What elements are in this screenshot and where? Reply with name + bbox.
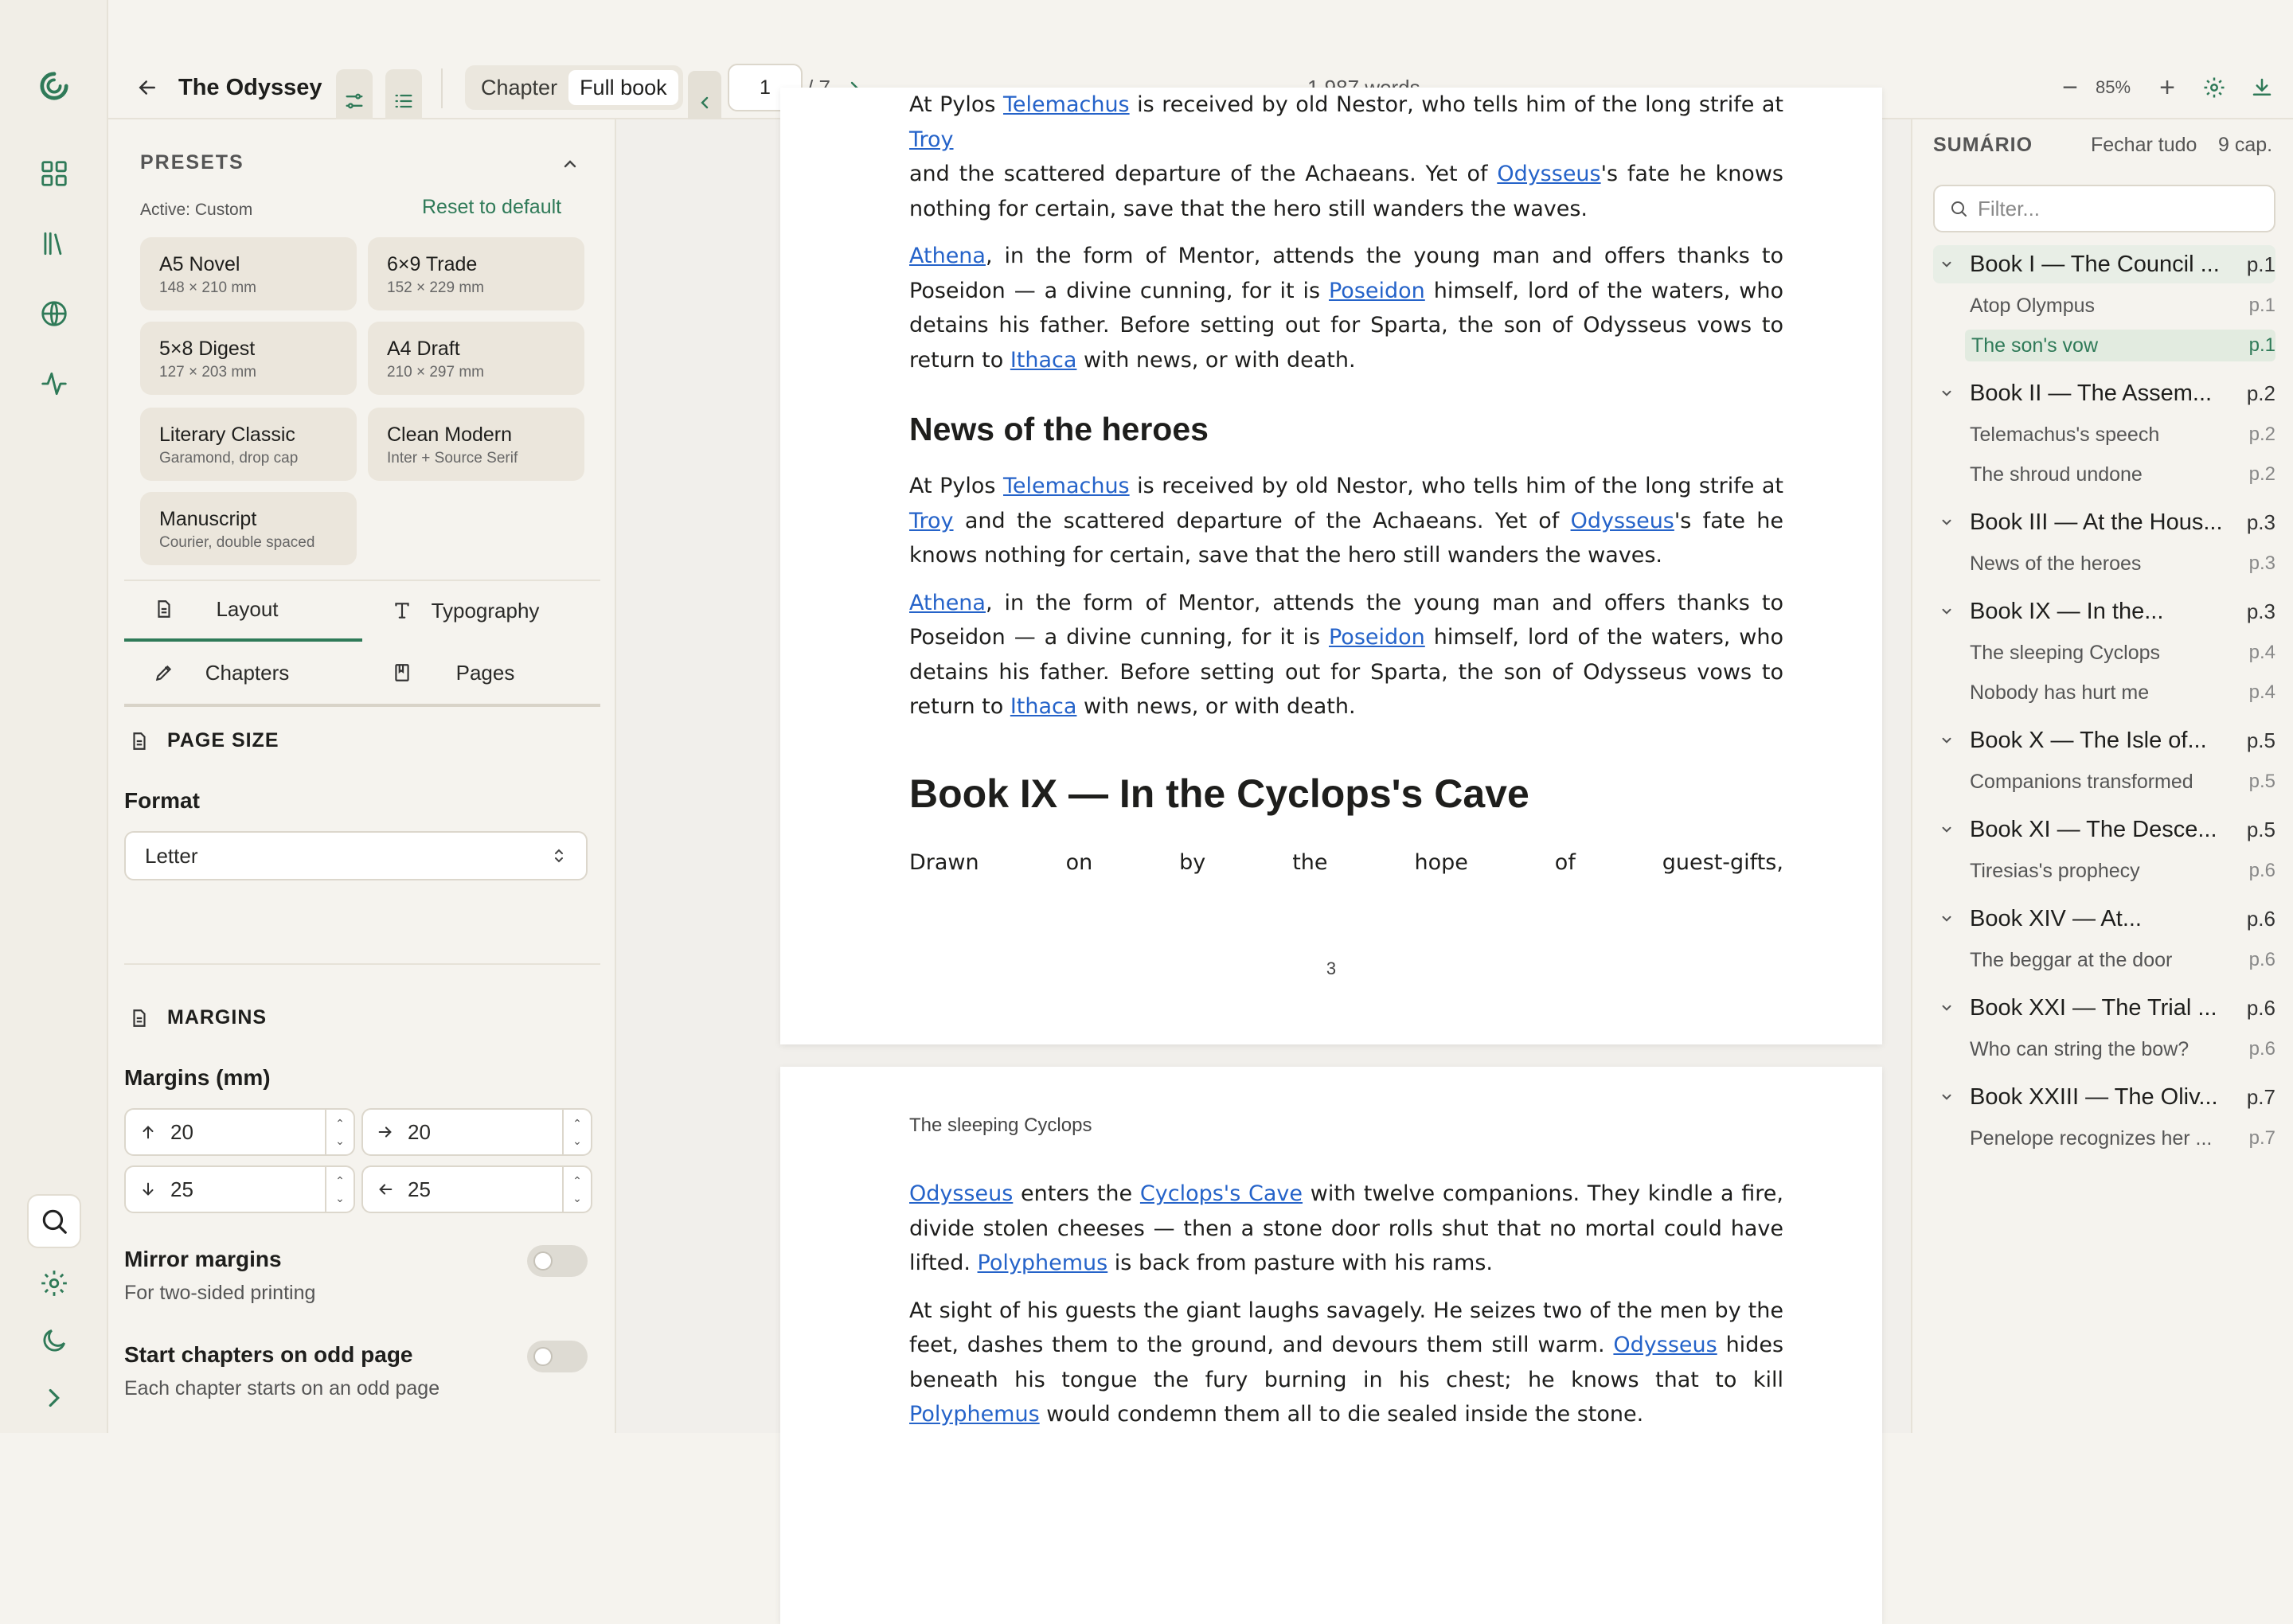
- toc-section-item[interactable]: [1933, 419, 2275, 451]
- toc-item-page: p.6: [2246, 906, 2275, 931]
- tab-typography[interactable]: [362, 580, 600, 642]
- preset-name: Literary Classic: [159, 424, 295, 446]
- margin-left-value[interactable]: 25: [408, 1177, 431, 1201]
- mirror-margins-toggle[interactable]: [527, 1245, 588, 1277]
- file-icon: [129, 731, 150, 751]
- icon-rail: [0, 0, 108, 1433]
- toc-item-title: Book IX — In the...: [1970, 598, 2164, 624]
- toc-item-title: Book XXI — The Trial ...: [1970, 994, 2217, 1021]
- table-of-contents: [1911, 119, 2293, 1433]
- toc-section-item[interactable]: [1933, 290, 2275, 322]
- toc-item-title: The son's vow: [1971, 334, 2099, 357]
- tab-label: Pages: [455, 660, 515, 685]
- preset-detail: 210 × 297 mm: [387, 364, 484, 381]
- chevron-down-icon[interactable]: [1933, 604, 1960, 619]
- divider: [124, 963, 600, 965]
- chevron-down-icon[interactable]: [1933, 1090, 1960, 1104]
- odd-page-toggle[interactable]: [527, 1341, 588, 1372]
- chevron-down-icon[interactable]: [1933, 257, 1960, 271]
- toc-item-title: Penelope recognizes her ...: [1970, 1126, 2213, 1150]
- toc-item-title: Book XXIII — The Oliv...: [1970, 1083, 2218, 1110]
- collapse-presets-button[interactable]: [561, 154, 580, 178]
- tabs-divider: [124, 704, 600, 707]
- download-icon: [2250, 76, 2274, 100]
- preset-card[interactable]: [140, 322, 357, 395]
- margin-top-value[interactable]: 20: [170, 1119, 193, 1144]
- toc-item-page: p.2: [2248, 463, 2275, 485]
- margin-right-value[interactable]: 20: [408, 1119, 431, 1144]
- link-troy[interactable]: Troy: [909, 508, 954, 533]
- globe-icon[interactable]: [29, 288, 80, 339]
- toc-section-item[interactable]: [1933, 766, 2275, 798]
- preview-page: [780, 1067, 1882, 1624]
- reset-to-default-link[interactable]: Reset to default: [422, 196, 562, 218]
- chevron-up-icon: [561, 154, 580, 174]
- zoom-level: 85%: [2096, 77, 2131, 97]
- toc-item-page: p.4: [2248, 681, 2275, 703]
- zoom-out-button[interactable]: −: [2062, 72, 2078, 103]
- toc-section-item[interactable]: [1933, 1033, 2275, 1065]
- chevron-left-icon: [695, 93, 714, 112]
- search-icon[interactable]: [27, 1194, 81, 1248]
- chevron-updown-icon: [551, 846, 567, 865]
- paragraph: Odysseus enters the Cyclops's Cave with twelve companions. They kindle a fire, divide stolen cheeses — then a stone door rolls shut that no mortal could have lifted. Polyphemus is back from pasture with his rams.: [909, 1181, 1784, 1275]
- link-polyphemus[interactable]: Polyphemus: [977, 1251, 1108, 1275]
- dashboard-icon[interactable]: [29, 148, 80, 199]
- link-odysseus[interactable]: Odysseus: [1613, 1333, 1717, 1357]
- preset-name: Manuscript: [159, 508, 257, 530]
- pen-icon: [154, 662, 174, 683]
- settings-button[interactable]: [2194, 56, 2234, 119]
- section-heading: News of the heroes: [909, 411, 1209, 447]
- toc-item-title: Who can string the bow?: [1970, 1037, 2189, 1060]
- stepper-buttons[interactable]: ⌃ ⌄: [562, 1110, 591, 1154]
- link-poseidon[interactable]: Poseidon: [1328, 625, 1425, 650]
- arrow-left-icon: [377, 1181, 394, 1198]
- paragraph: Athena, in the form of Mentor, attends the young man and offers thanks to Poseidon — a divine cunning, for it is Poseidon himself, lord of the waters, who detains his father. Before setting out for Sparta, the son of Odysseus vows to return to Ithaca with news, or with death.: [909, 244, 1783, 373]
- arrow-up-icon: [139, 1123, 157, 1141]
- download-button[interactable]: [2242, 56, 2282, 119]
- gear-icon[interactable]: [29, 1258, 80, 1309]
- margins-heading: [129, 1006, 267, 1029]
- margin-bottom-value[interactable]: 25: [170, 1177, 193, 1201]
- chevron-down-icon[interactable]: [1933, 822, 1960, 837]
- link-odysseus[interactable]: Odysseus: [909, 1181, 1014, 1206]
- preset-detail: Garamond, drop cap: [159, 450, 299, 467]
- book-preview: [616, 92, 1911, 1433]
- format-value: Letter: [145, 843, 198, 868]
- paragraph: and the scattered departure of the Achaeans. Yet of Odysseus's fate he knows nothing for certain, save that the hero still wanders the waves.: [909, 162, 1783, 221]
- stepper-buttons[interactable]: ⌃ ⌄: [325, 1167, 354, 1212]
- toc-item-page: p.5: [2246, 817, 2275, 841]
- toc-section-item[interactable]: [1933, 855, 2275, 887]
- mirror-margins-hint: For two-sided printing: [124, 1282, 316, 1304]
- presets-heading: PRESETS: [140, 151, 244, 174]
- toc-item-page: p.4: [2248, 642, 2275, 663]
- gear-icon: [2202, 76, 2226, 100]
- tab-pages[interactable]: [362, 642, 600, 704]
- toc-filter-input[interactable]: [1933, 185, 2275, 232]
- arrow-down-icon: [139, 1181, 157, 1198]
- link-telemachus[interactable]: Telemachus: [1003, 474, 1130, 498]
- toc-item-page: p.1: [2248, 295, 2275, 316]
- margins-label: Margins (mm): [124, 1065, 271, 1090]
- link-odysseus[interactable]: Odysseus: [1570, 508, 1674, 533]
- toc-item-page: p.1: [2246, 252, 2275, 276]
- toc-item-page: p.7: [2246, 1084, 2275, 1109]
- chevron-down-icon[interactable]: [1933, 386, 1960, 400]
- toc-section-item[interactable]: [1933, 677, 2275, 709]
- chevron-down-icon[interactable]: [1933, 733, 1960, 748]
- chevron-down-icon[interactable]: [1933, 515, 1960, 529]
- preset-card[interactable]: [140, 408, 357, 481]
- toolbar-divider: [441, 68, 443, 108]
- toc-item-title: The shroud undone: [1970, 463, 2143, 486]
- preset-name: 5×8 Digest: [159, 338, 256, 360]
- toc-item-title: Book II — The Assem...: [1970, 380, 2213, 406]
- chevron-down-icon[interactable]: [1933, 912, 1960, 926]
- section-title: PAGE SIZE: [167, 729, 279, 751]
- preview-page: [780, 88, 1882, 1044]
- toc-chapter-item[interactable]: [1933, 1078, 2275, 1116]
- paragraph: Athena, in the form of Mentor, attends the young man and offers thanks to Poseidon — a divine cunning, for it is Poseidon himself, lord of the waters, who detains his father. Before setting out for Sparta, the son of Odysseus vows to return to Ithaca with news, or with death.: [909, 590, 1783, 719]
- toc-item-title: Book XI — The Desce...: [1970, 816, 2217, 842]
- preset-card[interactable]: [140, 237, 357, 310]
- toc-section-item[interactable]: [1933, 459, 2275, 490]
- toc-item-page: p.6: [2248, 860, 2275, 881]
- chapter-heading: Book IX — In the Cyclops's Cave: [909, 771, 1529, 816]
- book-title: The Odyssey: [178, 74, 322, 100]
- chevron-down-icon[interactable]: [1933, 1001, 1960, 1015]
- preset-card[interactable]: [368, 408, 584, 481]
- toc-item-page: p.3: [2246, 509, 2275, 534]
- preset-detail: Courier, double spaced: [159, 534, 315, 551]
- toc-item-title: The sleeping Cyclops: [1970, 641, 2161, 664]
- toc-section-item[interactable]: [1933, 637, 2275, 669]
- preset-name: 6×9 Trade: [387, 253, 478, 275]
- library-icon[interactable]: [29, 218, 80, 269]
- toc-item-title: Nobody has hurt me: [1970, 681, 2150, 704]
- toc-chapter-item[interactable]: [1933, 592, 2275, 630]
- toc-item-title: Atop Olympus: [1970, 294, 2096, 317]
- running-head: The sleeping Cyclops: [909, 1115, 1092, 1136]
- toc-chapter-item[interactable]: [1933, 503, 2275, 541]
- toc-item-title: Book XIV — At...: [1970, 905, 2142, 931]
- moon-icon[interactable]: [29, 1315, 80, 1366]
- toc-item-page: p.3: [2246, 599, 2275, 623]
- link-cyclops-cave[interactable]: Cyclops's Cave: [1139, 1181, 1303, 1206]
- tab-label: Chapters: [205, 660, 290, 685]
- toc-item-title: Book III — At the Hous...: [1970, 509, 2223, 535]
- toc-item-page: p.6: [2246, 995, 2275, 1020]
- format-label: Format: [124, 788, 200, 813]
- preset-card[interactable]: [368, 237, 584, 310]
- file-icon: [154, 599, 174, 619]
- chevron-right-icon[interactable]: [29, 1372, 80, 1423]
- odd-page-hint: Each chapter starts on an odd page: [124, 1377, 440, 1400]
- paragraph: Drawn on by the hope of guest-gifts,: [909, 849, 1783, 875]
- search-icon: [1949, 199, 1968, 218]
- preset-card[interactable]: [140, 492, 357, 565]
- toc-item-page: p.5: [2248, 771, 2275, 792]
- format-select[interactable]: [124, 831, 588, 880]
- preset-name: A4 Draft: [387, 338, 460, 360]
- toc-section-item[interactable]: [1965, 330, 2275, 361]
- toc-item-page: p.5: [2246, 728, 2275, 752]
- paragraph: At sight of his guests the giant laughs savagely. He seizes two of the men by the feet, dashes them to the ground, and devours them still warm. Odysseus hides beneath his tongue the fury burning in his chest; he knows that to kill Polyphemus would condemn them all to die sealed inside the stone.: [909, 1298, 1784, 1427]
- book-icon: [392, 662, 412, 683]
- preset-detail: 148 × 210 mm: [159, 279, 256, 296]
- link-ithaca[interactable]: Ithaca: [1010, 694, 1077, 719]
- toc-chapter-item[interactable]: [1933, 900, 2275, 938]
- arrow-left-icon: [135, 76, 159, 100]
- settings-tabs: [124, 580, 600, 705]
- toc-chapter-item[interactable]: [1933, 810, 2275, 849]
- toc-chapter-item[interactable]: [1933, 721, 2275, 759]
- stepper-buttons[interactable]: ⌃ ⌄: [562, 1167, 591, 1212]
- toc-chapter-item[interactable]: [1933, 989, 2275, 1027]
- link-ithaca[interactable]: Ithaca: [1010, 347, 1077, 373]
- list-icon: [393, 90, 415, 112]
- tab-label: Typography: [431, 598, 540, 623]
- active-preset-label: Active: Custom: [140, 201, 253, 219]
- link-polyphemus[interactable]: Polyphemus: [909, 1402, 1040, 1427]
- toc-item-title: Book I — The Council ...: [1970, 251, 2220, 277]
- toc-item-page: p.2: [2246, 381, 2275, 405]
- link-poseidon[interactable]: Poseidon: [1328, 278, 1425, 303]
- file-icon: [129, 1008, 150, 1029]
- paragraph: At Pylos Telemachus is received by old Nestor, who tells him of the long strife at Troy: [909, 92, 1783, 152]
- preset-detail: 127 × 203 mm: [159, 364, 256, 381]
- toc-chapter-item[interactable]: [1933, 374, 2275, 412]
- filter-placeholder: Filter...: [1978, 196, 2041, 221]
- settings-panel: [108, 119, 616, 1433]
- sliders-icon: [343, 90, 365, 112]
- stepper-buttons[interactable]: ⌃ ⌄: [325, 1110, 354, 1154]
- tab-chapter[interactable]: Chapter: [481, 76, 558, 100]
- page-number-input[interactable]: 1: [728, 64, 803, 111]
- chapter-count: 9 cap.: [2218, 134, 2273, 156]
- odd-page-label: Start chapters on odd page: [124, 1342, 413, 1367]
- toc-chapter-item[interactable]: [1933, 245, 2275, 283]
- toc-item-page: p.7: [2248, 1127, 2275, 1149]
- tab-label: Layout: [216, 596, 279, 621]
- tab-chapters[interactable]: [124, 642, 362, 704]
- link-troy[interactable]: Troy: [909, 127, 954, 152]
- tab-layout[interactable]: [124, 580, 362, 642]
- link-athena[interactable]: Athena: [909, 244, 986, 268]
- toc-section-item[interactable]: [1933, 944, 2275, 976]
- link-telemachus[interactable]: Telemachus: [1003, 92, 1130, 117]
- toc-item-title: The beggar at the door: [1970, 948, 2173, 971]
- type-icon: [392, 600, 412, 621]
- margin-left-stepper[interactable]: [361, 1165, 592, 1213]
- toc-section-item[interactable]: [1933, 548, 2275, 580]
- toc-item-title: Tiresias's prophecy: [1970, 859, 2140, 882]
- preset-detail: Inter + Source Serif: [387, 450, 518, 467]
- mirror-margins-label: Mirror margins: [124, 1247, 282, 1271]
- link-athena[interactable]: Athena: [909, 590, 986, 615]
- toc-item-title: News of the heroes: [1970, 552, 2142, 575]
- view-mode-toggle: [465, 65, 683, 110]
- toc-item-page: p.6: [2248, 1038, 2275, 1060]
- toc-heading: SUMÁRIO: [1933, 134, 2033, 156]
- toc-item-page: p.1: [2248, 334, 2275, 356]
- page-number: 3: [1326, 958, 1337, 978]
- arrow-right-icon: [377, 1123, 394, 1141]
- toc-item-title: Book X — The Isle of...: [1970, 727, 2207, 753]
- paragraph: At Pylos Telemachus is received by old Nestor, who tells him of the long strife at Troy and the scattered departure of the Achaeans. Yet of Odysseus's fate he knows nothing for certain, save that the hero still wanders the waves.: [909, 474, 1783, 568]
- toc-item-title: Telemachus's speech: [1970, 423, 2160, 446]
- preset-card[interactable]: [368, 322, 584, 395]
- margin-top-stepper[interactable]: [124, 1108, 355, 1156]
- toc-item-page: p.6: [2248, 949, 2275, 970]
- preset-name: A5 Novel: [159, 253, 240, 275]
- tab-full-book[interactable]: Full book: [568, 70, 678, 105]
- margin-bottom-stepper[interactable]: [124, 1165, 355, 1213]
- back-button[interactable]: [127, 56, 167, 119]
- toc-item-title: Companions transformed: [1970, 770, 2193, 793]
- section-title: MARGINS: [167, 1006, 268, 1029]
- link-odysseus[interactable]: Odysseus: [1497, 162, 1601, 186]
- page-size-heading: [129, 729, 279, 752]
- toc-item-page: p.2: [2248, 424, 2275, 445]
- collapse-all-button[interactable]: Fechar tudo: [2091, 134, 2197, 156]
- preset-detail: 152 × 229 mm: [387, 279, 484, 296]
- zoom-in-button[interactable]: +: [2159, 72, 2175, 103]
- activity-icon[interactable]: [29, 358, 80, 409]
- logo-icon[interactable]: [29, 61, 80, 111]
- preset-name: Clean Modern: [387, 424, 513, 446]
- toc-item-page: p.3: [2248, 552, 2275, 574]
- toc-section-item[interactable]: [1933, 1122, 2275, 1154]
- margin-right-stepper[interactable]: [361, 1108, 592, 1156]
